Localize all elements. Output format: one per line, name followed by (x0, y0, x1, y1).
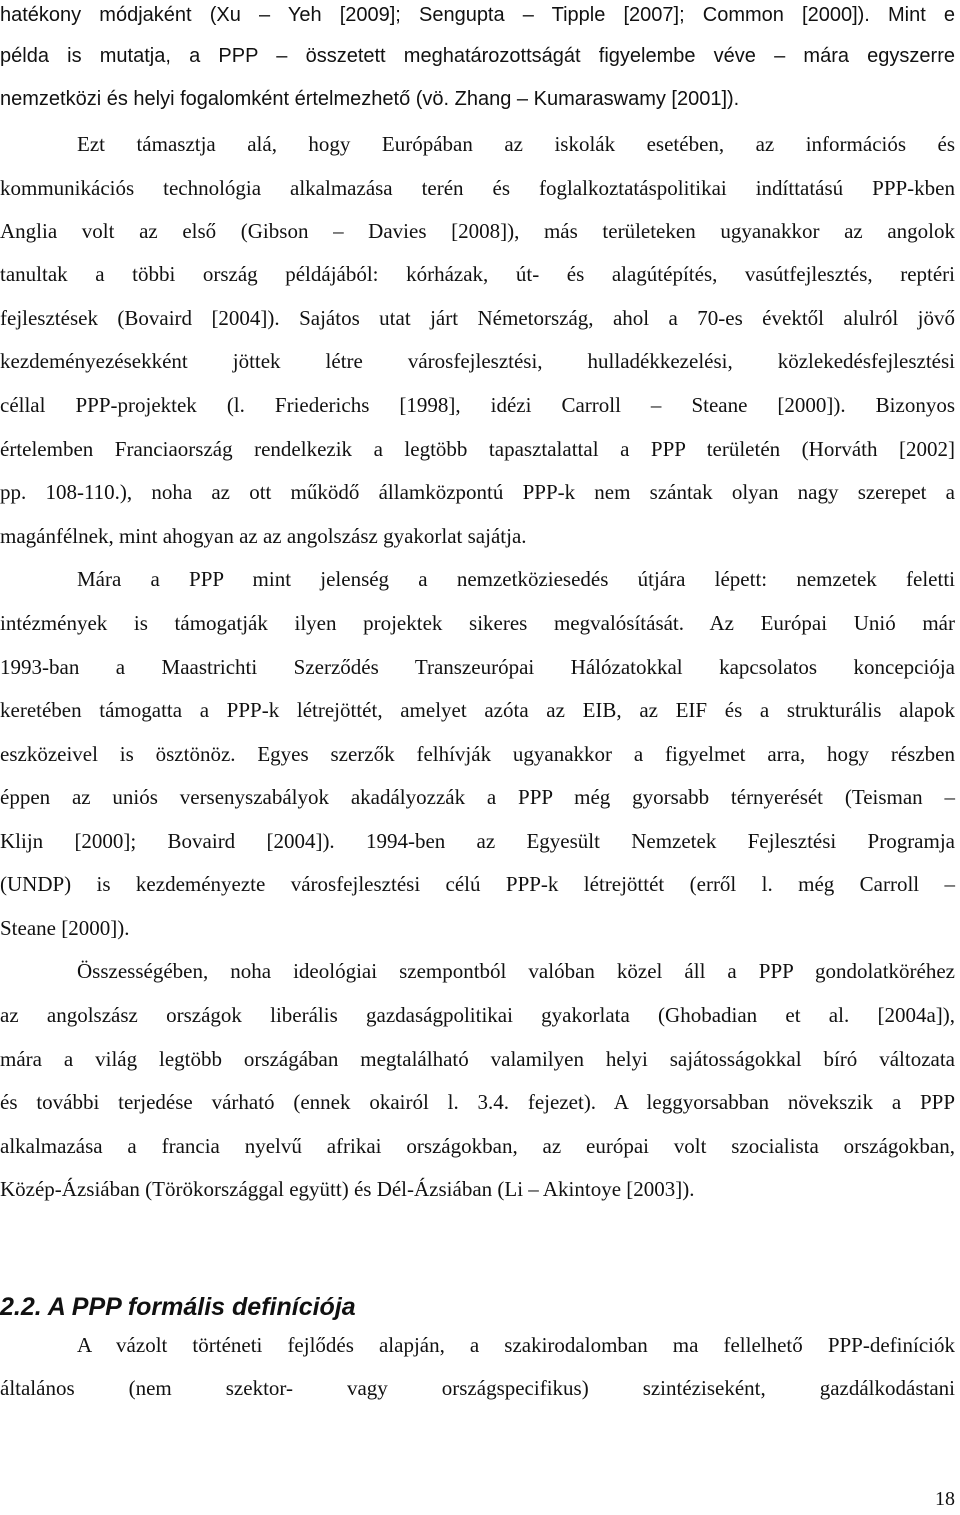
text-line: Klijn [2000]; Bovaird [2004]). 1994-ben az Egyesült Nemzetek Fejlesztési Programja (0, 829, 955, 853)
text-line: (UNDP) is kezdeményezte városfejlesztési célú PPP-k létrejöttét (erről l. még Carroll – (0, 872, 955, 896)
text-line: éppen az uniós versenyszabályok akadályozzák a PPP még gyorsabb térnyerését (Teisman – (0, 785, 955, 809)
text-line: példa is mutatja, a PPP – összetett meghatározottságát figyelembe véve – mára egyszerre (0, 45, 955, 67)
text-line: általános (nem szektor- vagy országspecifikus) szintéziseként, gazdálkodástani (0, 1376, 955, 1400)
text-line: pp. 108-110.), noha az ott működő államközpontú PPP-k nem szántak olyan nagy szerepet a (0, 480, 955, 504)
text-line: nemzetközi és helyi fogalomként értelmezhető (vö. Zhang – Kumaraswamy [2001]). (0, 88, 740, 110)
text-line: értelemben Franciaország rendelkezik a legtöbb tapasztalattal a PPP területén (Horváth [2002] (0, 437, 955, 461)
text-line: alkalmazása a francia nyelvű afrikai országokban, az európai volt szocialista országokban, (0, 1134, 955, 1158)
text-line: az angolszász országok liberális gazdaságpolitikai gyakorlata (Ghobadian et al. [2004a]), (0, 1003, 955, 1027)
text-line: Összességében, noha ideológiai szempontból valóban közel áll a PPP gondolatköréhez (77, 959, 955, 983)
text-line: mára a világ legtöbb országában megtalálható valamilyen helyi sajátosságokkal bíró változata (0, 1047, 955, 1071)
text-line: Steane [2000]). (0, 916, 130, 940)
text-line: intézmények is támogatják ilyen projektek sikeres megvalósítását. Az Európai Unió már (0, 611, 955, 635)
text-line: céllal PPP-projektek (l. Friederichs [1998], idézi Carroll – Steane [2000]). Bizonyos (0, 393, 955, 417)
text-line: magánfélnek, mint ahogyan az az angolszász gyakorlat sajátja. (0, 524, 527, 548)
text-line: 1993-ban a Maastrichti Szerződés Transzeurópai Hálózatokkal kapcsolatos koncepciója (0, 655, 955, 679)
text-line: eszközeivel is ösztönöz. Egyes szerzők felhívják ugyanakkor a figyelmet arra, hogy részben (0, 742, 955, 766)
text-line: és további terjedése várható (ennek okairól l. 3.4. fejezet). A leggyorsabban növekszik a PPP (0, 1090, 955, 1114)
text-line: kommunikációs technológia alkalmazása terén és foglalkoztatáspolitikai indíttatású PPP-kben (0, 176, 955, 200)
text-line: kezdeményezésekként jöttek létre városfejlesztési, hulladékkezelési, közlekedésfejlesztési (0, 349, 955, 373)
text-line: fejlesztések (Bovaird [2004]). Sajátos utat járt Németország, ahol a 70-es évektől alulról jövő (0, 306, 955, 330)
text-line: keretében támogatta a PPP-k létrejöttét, amelyet azóta az EIB, az EIF és a strukturális alapok (0, 698, 955, 722)
text-line: Közép-Ázsiában (Törökországgal együtt) és Dél-Ázsiában (Li – Akintoye [2003]). (0, 1177, 695, 1201)
text-line: Ezt támasztja alá, hogy Európában az iskolák esetében, az információs és (77, 132, 955, 156)
section-heading: 2.2. A PPP formális definíciója (0, 1293, 356, 1321)
text-line: Mára a PPP mint jelenség a nemzetköziesedés útjára lépett: nemzetek feletti (77, 567, 955, 591)
page-number: 18 (935, 1488, 955, 1510)
text-line: tanultak a többi ország példájából: kórházak, út- és alagútépítés, vasútfejlesztés, reptéri (0, 262, 955, 286)
text-line: hatékony módjaként (Xu – Yeh [2009]; Sengupta – Tipple [2007]; Common [2000]). Mint e (0, 4, 955, 26)
text-line: A vázolt történeti fejlődés alapján, a szakirodalomban ma fellelhető PPP-definíciók (77, 1333, 955, 1357)
text-line: Anglia volt az első (Gibson – Davies [2008]), más területeken ugyanakkor az angolok (0, 219, 955, 243)
